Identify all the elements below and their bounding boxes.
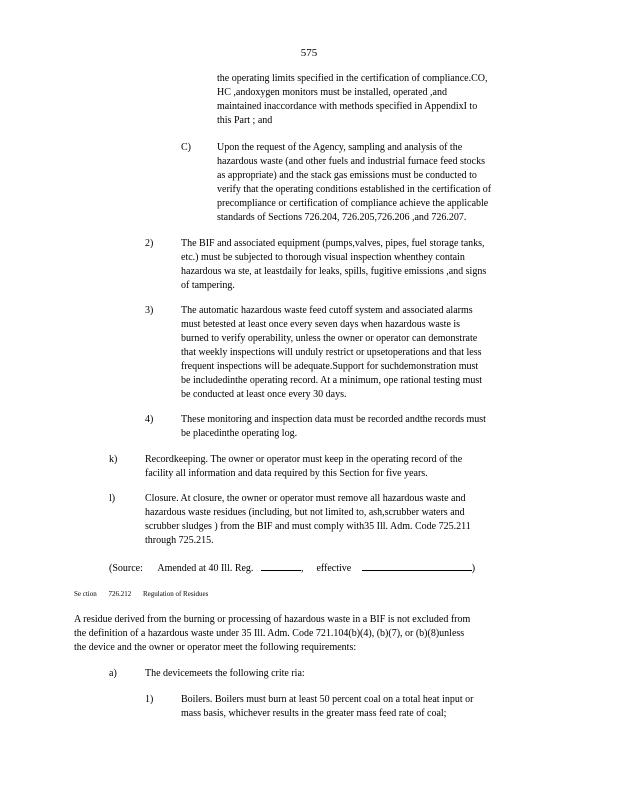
item-a-text: The devicemeets the following crite ria: — [145, 668, 305, 679]
item-c-label: C) — [181, 142, 191, 153]
item-k-label: k) — [109, 454, 118, 465]
item-c-line: Upon the request of the Agency, sampling and analysis of the — [217, 142, 463, 153]
item-a-label: a) — [109, 668, 117, 679]
item-l-line: through 725.215. — [145, 535, 214, 546]
source-amended: Amended at 40 Ill. Reg. — [157, 563, 254, 574]
source-date-blank — [261, 560, 301, 571]
item-a1-line: mass basis, whichever results in the greater mass feed rate of coal; — [181, 708, 447, 719]
item-3-line: that weekly inspections will unduly restrict or upsetoperations and that less — [181, 347, 482, 358]
section-label: Se ction — [74, 590, 97, 598]
item-2-line: The BIF and associated equipment (pumps,valves, pipes, fuel storage tanks, — [181, 238, 485, 249]
item-2-label: 2) — [145, 238, 154, 249]
continuation-line: this Part ; and — [217, 115, 273, 126]
item-4-line: be placedinthe operating log. — [181, 428, 298, 439]
item-l-line: Closure. At closure, the owner or operator must remove all hazardous waste and — [145, 493, 466, 504]
section-title: Regulation of Residues — [143, 590, 209, 598]
continuation-line: maintained inaccordance with methods specified in AppendixI to — [217, 101, 478, 112]
item-3-line: frequent inspections will be adequate.Support for suchdemonstration must — [181, 361, 479, 372]
item-a1-label: 1) — [145, 694, 154, 705]
source-effective-blank — [362, 560, 472, 571]
item-l-label: l) — [109, 493, 116, 504]
item-4-label: 4) — [145, 414, 154, 425]
item-c-line: standards of Sections 726.204, 726.205,726.206 ,and 726.207. — [217, 212, 467, 223]
item-2-line: of tampering. — [181, 280, 235, 291]
intro-line: the definition of a hazardous waste under 35 Ill. Adm. Code 721.104(b)(4), (b)(7), or (b)(8)unless — [74, 628, 465, 639]
item-c-line: verify that the operating conditions established in the certification of — [217, 184, 492, 195]
item-c-line: as appropriate) and the stack gas emissions must be conducted to — [217, 170, 477, 181]
item-c-line: hazardous waste (and other fuels and industrial furnace feed stocks — [217, 156, 485, 167]
page-number: 575 — [300, 47, 318, 59]
intro-line: the device and the owner or operator meet the following requirements: — [74, 642, 357, 653]
item-4-line: These monitoring and inspection data must be recorded andthe records must — [181, 414, 486, 425]
item-a1-line: Boilers. Boilers must burn at least 50 percent coal on a total heat input or — [181, 694, 474, 705]
continuation-line: the operating limits specified in the certification of compliance.CO, — [217, 73, 488, 84]
item-c-line: precompliance or certification of compliance achieve the applicable — [217, 198, 489, 209]
item-k-line: facility all information and data required by this Section for five years. — [145, 468, 428, 479]
item-l-line: hazardous waste residues (including, but not limited to, ash,scrubber waters and — [145, 507, 465, 518]
source-note — [109, 560, 475, 576]
item-2-line: etc.) must be subjected to thorough visual inspection whenthey contain — [181, 252, 465, 263]
source-comma: , — [300, 563, 304, 574]
continuation-line: HC ,andoxygen monitors must be installed, operated ,and — [217, 87, 447, 98]
item-3-line: The automatic hazardous waste feed cutoff system and associated alarms — [181, 305, 473, 316]
item-3-line: be conducted at least once every 30 days. — [181, 389, 347, 400]
item-3-label: 3) — [145, 305, 154, 316]
source-close: ) — [471, 563, 476, 574]
section-heading — [74, 589, 218, 599]
section-number: 726.212 — [108, 590, 132, 598]
source-open: (Source: — [109, 563, 143, 574]
item-3-line: be includedinthe operating record. At a minimum, ope rational testing must — [181, 375, 483, 386]
item-l-line: scrubber sludges ) from the BIF and must comply with35 Ill. Adm. Code 725.211 — [145, 521, 471, 532]
item-3-line: must betested at least once every seven days when hazardous waste is — [181, 319, 461, 330]
intro-line: A residue derived from the burning or processing of hazardous waste in a BIF is not excluded from — [74, 614, 471, 625]
source-effective: effective — [316, 563, 352, 574]
item-k-line: Recordkeeping. The owner or operator must keep in the operating record of the — [145, 454, 463, 465]
item-2-line: hazardous wa ste, at leastdaily for leaks, spills, fugitive emissions ,and signs — [181, 266, 487, 277]
item-3-line: burned to verify operability, unless the owner or operator can demonstrate — [181, 333, 478, 344]
